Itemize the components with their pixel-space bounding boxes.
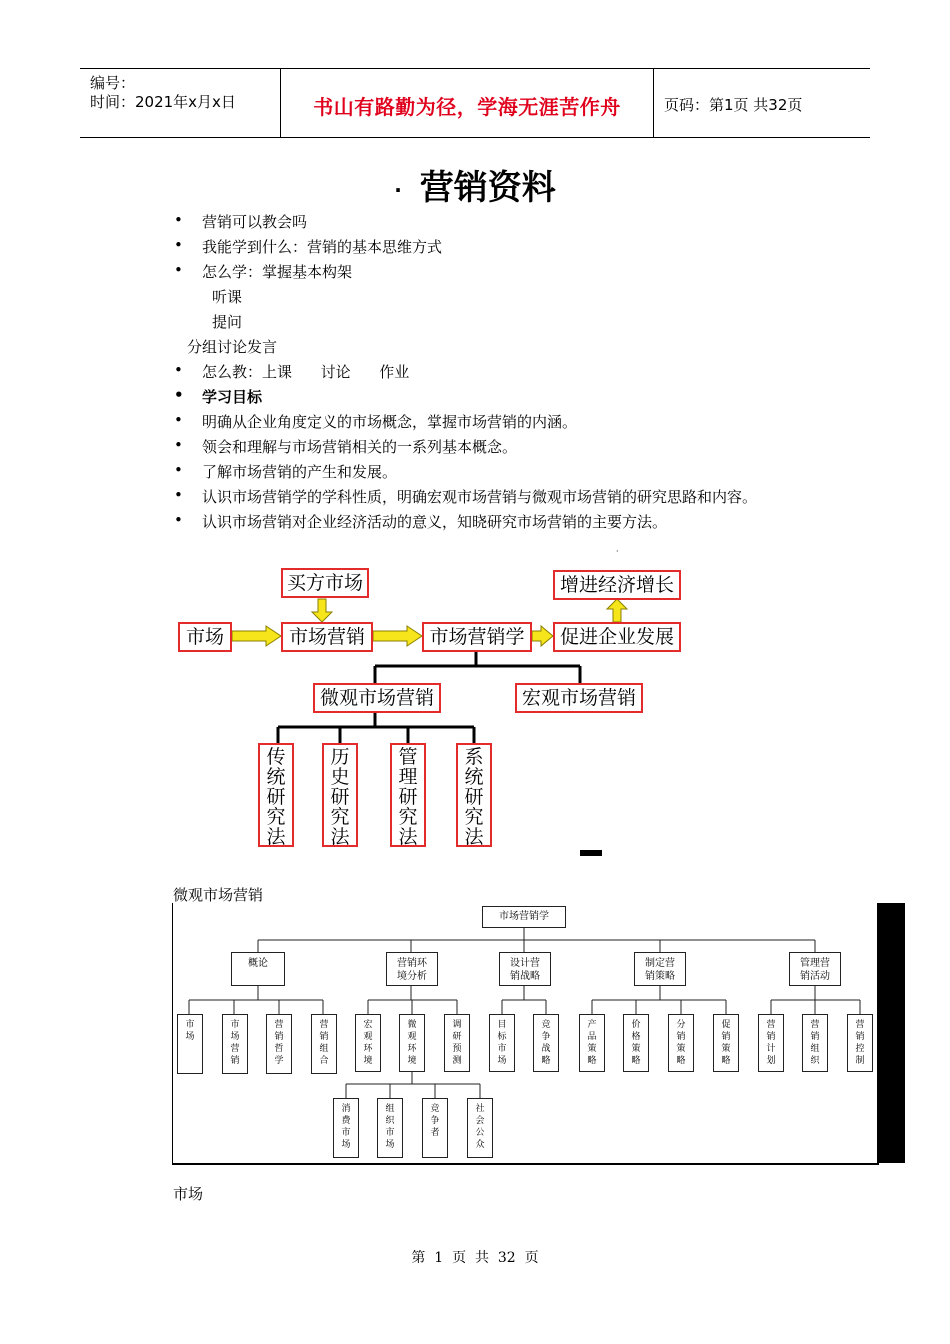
leaf-macro-environment: 宏观环境 — [355, 1014, 381, 1072]
list-item: • 领会和理解与市场营销相关的一系列基本概念。 — [174, 436, 518, 456]
list-item: • 了解市场营销的产生和发展。 — [174, 461, 398, 481]
black-sidebar-bar — [877, 903, 905, 1163]
section-heading: • 学习目标 — [174, 386, 263, 406]
node-environment-analysis: 营销环境分析 — [386, 952, 438, 986]
node-overview: 概论 — [231, 952, 285, 986]
title-text: 营销资料 — [419, 168, 556, 208]
list-item: • 认识市场营销学的学科性质，明确宏观市场营销与微观市场营销的研究思路和内容。 — [174, 486, 758, 506]
stray-dot: · — [616, 547, 619, 556]
caption-market: 市场 — [173, 1185, 204, 1203]
list-item: • 明确从企业角度定义的市场概念，掌握市场营销的内涵。 — [174, 411, 578, 431]
motto: 书山有路勤为径，学海无涯苦作舟 — [313, 95, 621, 119]
leaf-competitors: 竞争者 — [422, 1098, 448, 1158]
leaf-marketing: 市场营销 — [222, 1014, 248, 1074]
node-set-tactics: 制定营销策略 — [634, 952, 686, 986]
leaf-marketing-plan: 营销计划 — [758, 1014, 784, 1072]
leaf-competitive-strategy: 竞争战略 — [533, 1014, 559, 1072]
partial-figure-mark — [580, 850, 602, 856]
leaf-market: 市场 — [177, 1014, 203, 1074]
box-marketing: 市场营销 — [281, 622, 373, 652]
box-management-method: 管理研究法 — [390, 743, 426, 847]
title-bullet: · — [394, 177, 402, 202]
node-design-strategy: 设计营销战略 — [499, 952, 551, 986]
box-system-method: 系统研究法 — [456, 743, 492, 847]
box-historical-method: 历史研究法 — [322, 743, 358, 847]
box-buyer-market: 买方市场 — [281, 568, 369, 598]
leaf-distribution-strategy: 分销策略 — [668, 1014, 694, 1072]
box-enterprise-development: 促进企业发展 — [553, 622, 681, 652]
doc-number-label: 编号： — [90, 74, 136, 92]
leaf-marketing-mix: 营销组合 — [311, 1014, 337, 1074]
caption-micro-marketing: 微观市场营销 — [173, 886, 264, 904]
page-footer: 第 1 页 共 32 页 — [411, 1250, 539, 1266]
arrow-buyer-down — [312, 599, 332, 622]
list-subitem: 分组讨论发言 — [187, 338, 278, 356]
leaf-target-market: 目标市场 — [489, 1014, 515, 1072]
list-subitem: 提问 — [212, 313, 243, 331]
arrow-enterprise-up — [607, 599, 627, 622]
list-item: • 怎么教：上课 讨论 作业 — [174, 361, 410, 381]
leaf-promotion-strategy: 促销策略 — [713, 1014, 739, 1072]
list-item: • 认识市场营销对企业经济活动的意义，知晓研究市场营销的主要方法。 — [174, 511, 668, 531]
arrow-market-to-marketing — [232, 626, 281, 646]
leaf-micro-environment: 微观环境 — [399, 1014, 425, 1072]
arrow-science-to-enterprise — [532, 626, 553, 646]
leaf-public: 社会公众 — [467, 1098, 493, 1158]
doc-time-label: 时间：2021年x月x日 — [90, 93, 236, 111]
node-manage-activities: 管理营销活动 — [789, 952, 841, 986]
leaf-price-strategy: 价格策略 — [623, 1014, 649, 1072]
page-indicator: 页码：第1页 共32页 — [664, 96, 803, 114]
leaf-organizational-market: 组织市场 — [377, 1098, 403, 1158]
leaf-marketing-philosophy: 营销哲学 — [266, 1014, 292, 1074]
list-item: • 怎么学：掌握基本构架 — [174, 261, 353, 281]
list-subitem: 听课 — [212, 288, 243, 306]
box-macro-marketing: 宏观市场营销 — [515, 683, 643, 713]
node-marketing-science: 市场营销学 — [482, 906, 566, 928]
leaf-consumer-market: 消费市场 — [333, 1098, 359, 1158]
leaf-research-forecast: 调研预测 — [444, 1014, 470, 1072]
leaf-product-strategy: 产品策略 — [579, 1014, 605, 1072]
leaf-marketing-organization: 营销组织 — [802, 1014, 828, 1072]
box-micro-marketing: 微观市场营销 — [313, 683, 441, 713]
box-economic-growth: 增进经济增长 — [553, 570, 681, 600]
arrow-marketing-to-science — [373, 626, 422, 646]
leaf-marketing-control: 营销控制 — [847, 1014, 873, 1072]
box-traditional-method: 传统研究法 — [258, 743, 294, 847]
box-marketing-science: 市场营销学 — [422, 622, 532, 652]
box-market: 市场 — [178, 622, 232, 652]
list-item: • 营销可以教会吗 — [174, 211, 308, 231]
list-item: • 我能学到什么：营销的基本思维方式 — [174, 236, 443, 256]
